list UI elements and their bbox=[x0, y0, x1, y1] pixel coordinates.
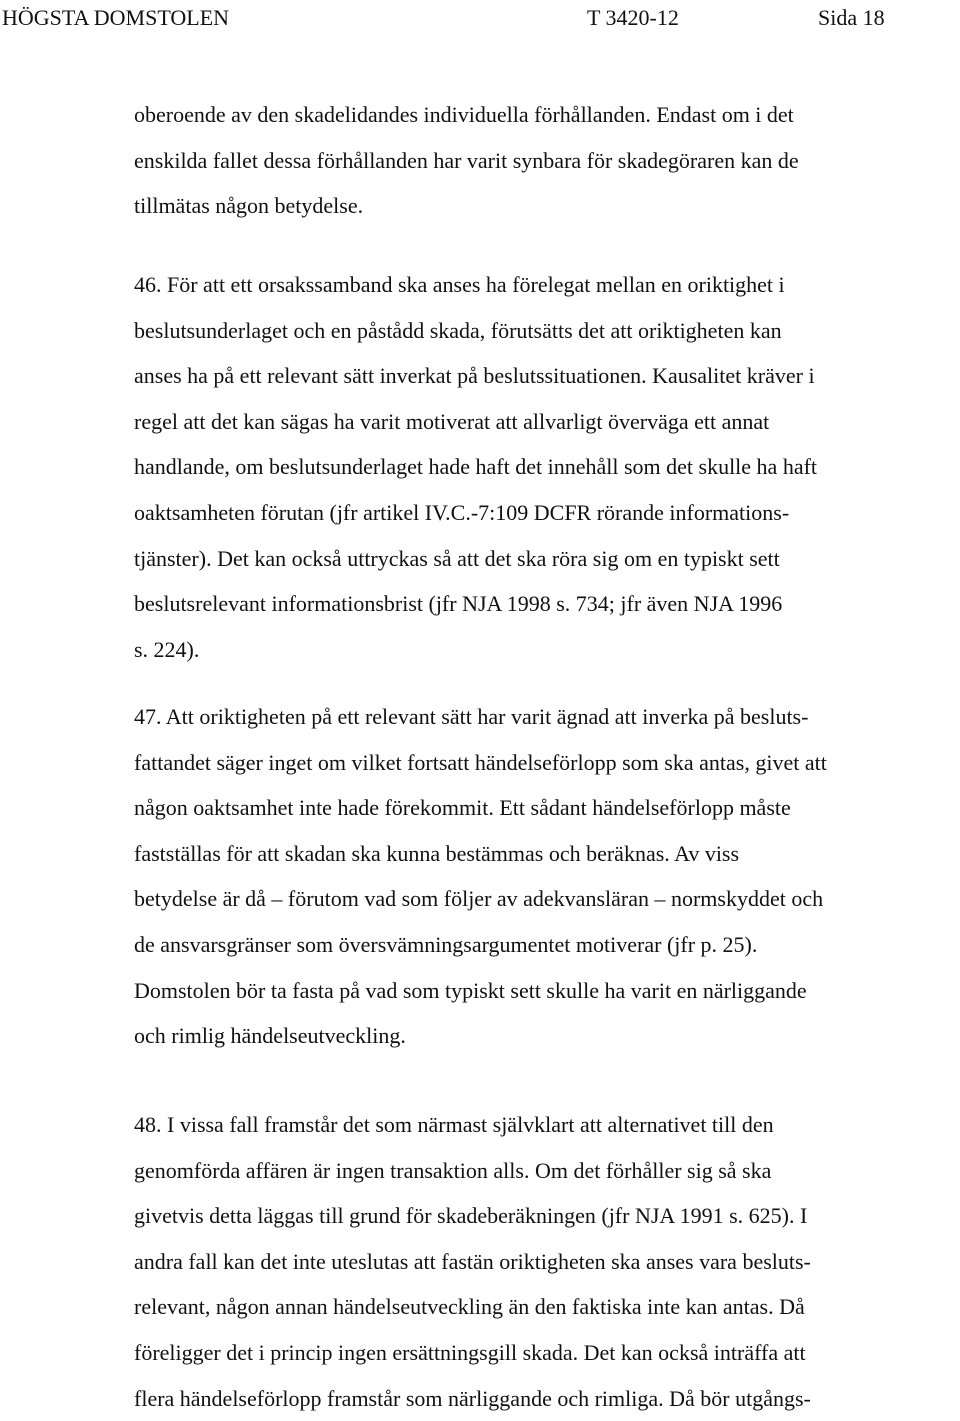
text-line: oberoende av den skadelidandes individuella förhållanden. Endast om i det bbox=[134, 102, 794, 127]
text-line: beslutsunderlaget och en påstådd skada, förutsätts det att oriktigheten kan bbox=[134, 317, 782, 343]
text-line: s. 224). bbox=[134, 636, 200, 662]
case-number: T 3420-12 bbox=[587, 5, 679, 30]
text-line: anses ha på ett relevant sätt inverkat på beslutssituationen. Kausalitet kräver i bbox=[134, 363, 815, 389]
paragraph-intro bbox=[134, 92, 960, 229]
text-line: betydelse är då – förutom vad som följer av adekvansläran – normskyddet och bbox=[134, 886, 824, 912]
paragraph-46 bbox=[134, 262, 960, 672]
text-line: föreligger det i princip ingen ersättningsgill skada. Det kan också inträffa att bbox=[134, 1339, 806, 1365]
text-line: enskilda fallet dessa förhållanden har varit synbara för skadegöraren kan de bbox=[134, 147, 799, 173]
page-header bbox=[0, 2, 960, 34]
text-line: regel att det kan sägas ha varit motiverat att allvarligt överväga ett annat bbox=[134, 408, 770, 434]
text-line: tjänster). Det kan också uttryckas så att det ska röra sig om en typiskt sett bbox=[134, 545, 780, 571]
paragraph-47 bbox=[134, 694, 960, 1059]
text-line: tillmätas någon betydelse. bbox=[134, 193, 364, 219]
text-line: givetvis detta läggas till grund för skadeberäkningen (jfr NJA 1991 s. 625). I bbox=[134, 1203, 808, 1229]
court-name: HÖGSTA DOMSTOLEN bbox=[2, 5, 230, 30]
text-line: handlande, om beslutsunderlaget hade haft det innehåll som det skulle ha haft bbox=[134, 454, 818, 480]
text-line: andra fall kan det inte uteslutas att fastän oriktigheten ska anses vara besluts- bbox=[134, 1248, 811, 1274]
text-line: fattandet säger inget om vilket fortsatt händelseförlopp som ska antas, givet att bbox=[134, 749, 827, 775]
text-line: flera händelseförlopp framstår som närliggande och rimliga. Då bör utgångs- bbox=[134, 1385, 811, 1411]
text-line: och rimlig händelseutveckling. bbox=[134, 1023, 406, 1049]
text-line: oaktsamheten förutan (jfr artikel IV.C.-7:109 DCFR rörande informations- bbox=[134, 499, 790, 525]
text-line: de ansvarsgränser som översvämningsargumentet motiverar (jfr p. 25). bbox=[134, 931, 758, 957]
text-line: relevant, någon annan händelseutveckling än den faktiska inte kan antas. Då bbox=[134, 1294, 805, 1320]
text-line: 48. I vissa fall framstår det som närmast självklart att alternativet till den bbox=[134, 1112, 774, 1137]
text-line: beslutsrelevant informationsbrist (jfr NJA 1998 s. 734; jfr även NJA 1996 bbox=[134, 591, 783, 617]
text-line: 46. För att ett orsakssamband ska anses ha förelegat mellan en oriktighet i bbox=[134, 272, 785, 297]
text-line: 47. Att oriktigheten på ett relevant sätt har varit ägnad att inverka på besluts- bbox=[134, 704, 809, 729]
text-line: någon oaktsamhet inte hade förekommit. Ett sådant händelseförlopp måste bbox=[134, 795, 791, 821]
text-line: genomförda affären är ingen transaktion alls. Om det förhåller sig så ska bbox=[134, 1157, 772, 1183]
text-line: fastställas för att skadan ska kunna bestämmas och beräknas. Av viss bbox=[134, 840, 740, 866]
text-line: Domstolen bör ta fasta på vad som typiskt sett skulle ha varit en närliggande bbox=[134, 977, 807, 1003]
page-number: Sida 18 bbox=[818, 5, 885, 30]
paragraph-48 bbox=[134, 1102, 960, 1421]
